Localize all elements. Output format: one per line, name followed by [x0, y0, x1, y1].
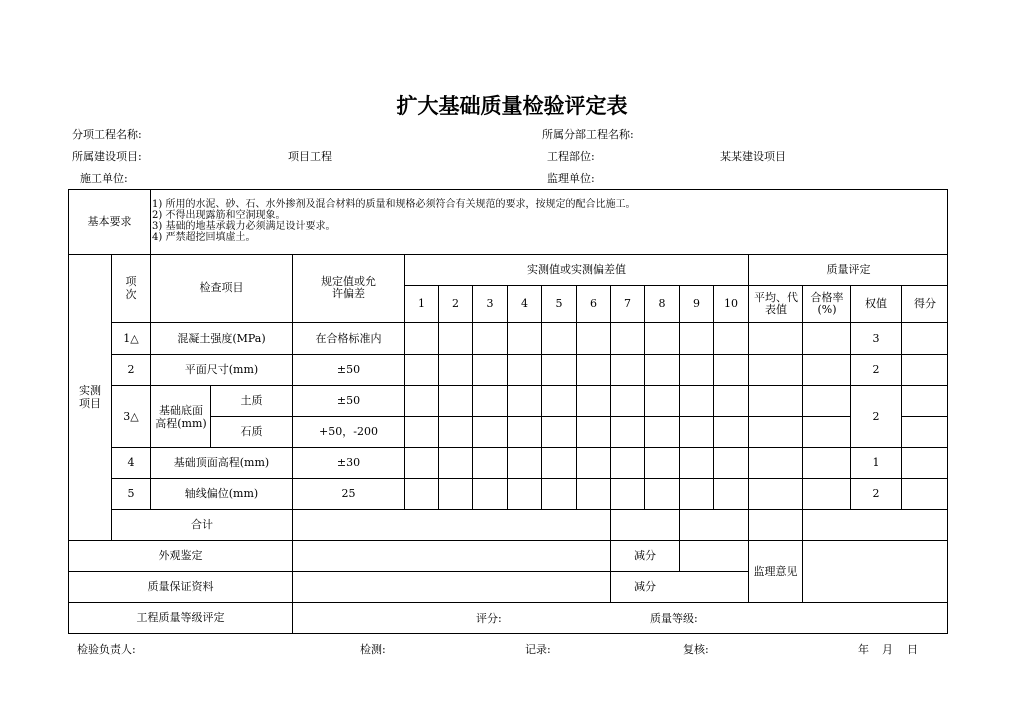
row-4-spec: ±30: [336, 456, 361, 469]
col-avg: 平均、代表值: [754, 291, 798, 316]
row-1-spec: 在合格标准内: [315, 331, 382, 345]
row-3-item: 基础底面高程(mm): [155, 403, 207, 430]
quality-docs-label: 质量保证资料: [147, 580, 214, 593]
requirement-item: 1) 所用的水泥、砂、石、水外掺剂及混合材料的质量和规格必须符合有关规范的要求，按规定的配合比施工。: [152, 199, 636, 210]
measure-col-4: 4: [521, 297, 528, 310]
supervisor-opinion-label: 监理意见: [753, 564, 798, 578]
col-item-no: 项次: [125, 275, 137, 301]
measure-col-7: 7: [624, 297, 631, 310]
level-label: 质量等级:: [650, 612, 698, 625]
row-2-spec: ±50: [336, 363, 361, 376]
col-check-item: 检查项目: [199, 281, 244, 294]
section-label: 实测项目: [79, 384, 101, 410]
col-score: 得分: [914, 297, 936, 310]
measure-col-6: 6: [590, 297, 597, 310]
inspector-label: 检验负责人:: [77, 643, 136, 656]
location-label: 工程部位:: [547, 150, 595, 163]
date-day: 日: [907, 643, 918, 656]
score-label: 评分:: [476, 612, 502, 625]
row-5-spec: 25: [341, 487, 356, 500]
row-2-weight: 2: [872, 363, 880, 376]
sub-project-label: 分项工程名称:: [72, 128, 142, 141]
construction-project-value: 项目工程: [288, 150, 332, 163]
grade-label: 工程质量等级评定: [136, 611, 225, 624]
row-4-no: 4: [127, 456, 135, 469]
supervisor-label: 监理单位:: [547, 172, 595, 185]
measure-col-1: 1: [418, 297, 425, 310]
parent-project-label: 所属分部工程名称:: [542, 128, 634, 141]
row-5-no: 5: [127, 487, 135, 500]
row-1-item: 混凝土强度(MPa): [177, 331, 266, 345]
row-2-no: 2: [127, 363, 135, 376]
measure-col-10: 10: [724, 297, 738, 310]
col-quality: 质量评定: [826, 262, 871, 276]
row-4-item: 基础顶面高程(mm): [173, 456, 270, 469]
page-title: 扩大基础质量检验评定表: [396, 94, 628, 118]
col-weight: 权值: [865, 297, 887, 310]
col-spec: 规定值或允许偏差: [321, 275, 376, 300]
row-3-sub-1-spec: ±50: [336, 394, 361, 407]
row-3-sub-1-name: 土质: [240, 394, 263, 407]
requirement-item: 3) 基础的地基承载力必须满足设计要求。: [152, 221, 336, 232]
requirements-label: 基本要求: [87, 215, 132, 228]
row-3-no: 3△: [123, 409, 139, 423]
row-3-sub-2-spec: +50，-200: [319, 425, 378, 438]
date-month: 月: [882, 643, 893, 656]
row-5-item: 轴线偏位(mm): [184, 487, 259, 500]
row-4-weight: 1: [872, 456, 880, 469]
measure-col-9: 9: [693, 297, 700, 310]
measure-col-2: 2: [452, 297, 459, 310]
appearance-label: 外观鉴定: [158, 549, 203, 562]
total-label: 合计: [191, 518, 213, 531]
measure-col-8: 8: [658, 297, 666, 310]
location-value: 某某建设项目: [720, 150, 786, 163]
row-1-no: 1△: [123, 331, 139, 345]
row-2-item: 平面尺寸(mm): [184, 363, 259, 376]
test-label: 检测:: [360, 643, 386, 656]
row-3-weight: 2: [872, 409, 880, 423]
row-3-sub-2-name: 石质: [240, 425, 263, 438]
col-pass: 合格率(%): [810, 291, 844, 316]
col-measured: 实测值或实测偏差值: [527, 262, 626, 276]
row-1-weight: 3: [872, 331, 880, 345]
requirement-item: 4) 严禁超挖回填虚土。: [152, 232, 256, 243]
requirements-list: [152, 199, 635, 243]
measure-col-3: 3: [486, 297, 494, 310]
measure-col-5: 5: [555, 297, 563, 310]
record-label: 记录:: [525, 643, 551, 656]
date-year: 年: [858, 643, 869, 656]
requirement-item: 2) 不得出现露筋和空洞现象。: [152, 210, 286, 221]
deduct-label-2: 减分: [634, 580, 656, 593]
review-label: 复核:: [683, 643, 709, 656]
contractor-label: 施工单位:: [80, 172, 128, 185]
deduct-label: 减分: [634, 549, 656, 562]
row-5-weight: 2: [872, 487, 880, 500]
construction-project-label: 所属建设项目:: [72, 150, 142, 163]
